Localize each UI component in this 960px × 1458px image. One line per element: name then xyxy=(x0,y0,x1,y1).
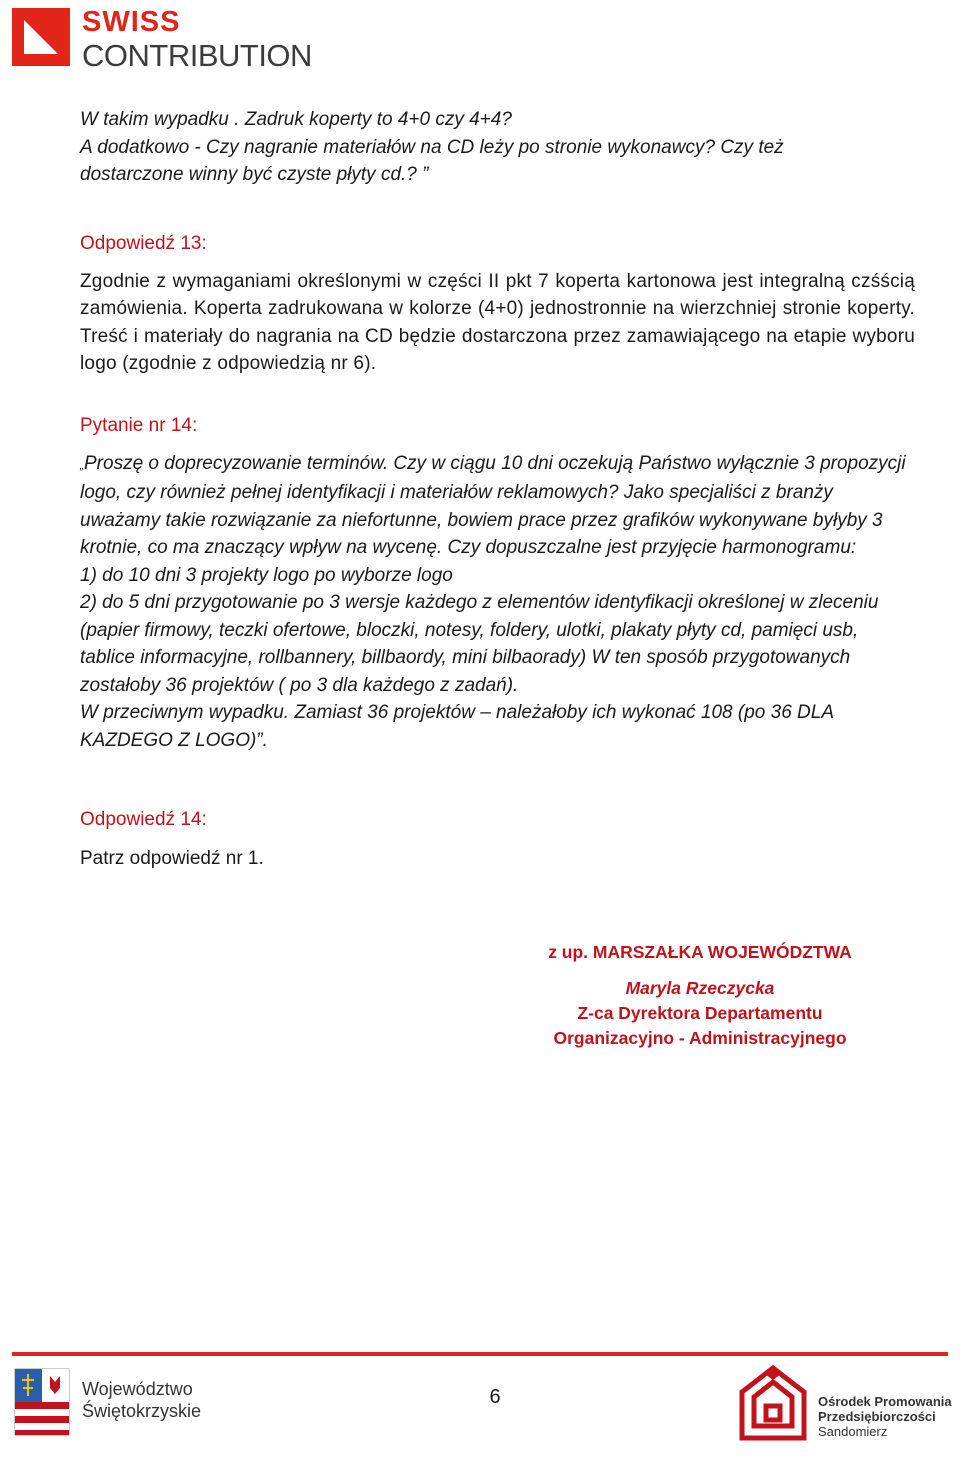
signature-title-1: Z-ca Dyrektora Departamentu xyxy=(577,1003,823,1023)
answer-14-text: Patrz odpowiedź nr 1. xyxy=(80,847,264,869)
question-14-item-2: 2) do 5 dni przygotowanie po 3 wersje każdego z elementów identyfikacji określonej w zleceniu (papier firmowy, teczki ofertowe, bloczki, notesy, foldery, ulotki, plakaty płyty cd, pamięci usb, tablice informacyjne, rollbannery, billbaordy, mini bilbaorady) W ten sposób przygotowanych zostałoby 36 projektów ( po 3 dla każdego z zadań). xyxy=(80,592,879,696)
answer-13-text-b: Treść i materiały do nagrania na CD będzie dostarczona przez zamawiającego na etapie wyboru logo (zgodnie z odpowiedzią nr 6). xyxy=(80,325,915,374)
opp-line-2: Przedsiębiorczości xyxy=(818,1409,936,1424)
answer-13-text xyxy=(80,268,915,378)
opp-line-1: Ośrodek Promowania xyxy=(818,1394,952,1409)
intro-line-1: W takim wypadku . Zadruk koperty to 4+0 czy 4+4? xyxy=(80,109,512,130)
opp-mark-icon xyxy=(738,1364,808,1442)
intro-line-2: A dodatkowo - Czy nagranie materiałów na CD leży po stronie wykonawcy? Czy też xyxy=(80,136,784,158)
answer-13-section xyxy=(80,230,915,378)
wojewodztwo-logo xyxy=(14,1368,264,1438)
intro-line-3: dostarczone winny być czyste płyty cd.? ” xyxy=(80,164,429,185)
signature-authority: z up. MARSZAŁKA WOJEWÓDZTWA xyxy=(548,942,852,962)
signature-name: Maryla Rzeczycka xyxy=(625,978,775,998)
answer-14-section xyxy=(80,806,915,872)
opp-name xyxy=(818,1394,952,1439)
question-14-section xyxy=(80,412,915,754)
answer-13-text-a: Zgodnie z wymaganiami określonymi w części II pkt 7 koperta kartonowa jest integralną czśścią zamówienia. Koperta zadrukowana w kolorze (4+0) jednostronnie na wierzchniej stronie koperty. xyxy=(80,270,915,319)
opp-line-3: Sandomierz xyxy=(818,1424,888,1439)
footer-divider xyxy=(12,1352,948,1356)
question-14-body: Proszę o doprecyzowanie terminów. Czy w ciągu 10 dni oczekują Państwo wyłącznie 3 propozycji logo, czy również pełnej identyfikacji i materiałów reklamowych? Jako specjaliści z branży uważamy takie rozwiązanie za niefortunne, bowiem prace przez grafików wykonywane byłyby 3 krotnie, co ma znaczący wpływ na wycenę. Czy dopuszczalne jest przyjęcie harmonogramu: xyxy=(80,452,906,558)
swiss-flag-icon xyxy=(12,8,70,66)
signature-title-2: Organizacyjno - Administracyjnego xyxy=(553,1028,847,1048)
page-number: 6 xyxy=(489,1386,501,1408)
swiss-contribution-logo xyxy=(12,6,312,73)
question-14-item-3: W przeciwnym wypadku. Zamiast 36 projektów – należałoby ich wykonać 108 (po 36 DLA KAZDEGO Z LOGO)”. xyxy=(80,702,834,751)
opp-logo xyxy=(738,1364,958,1444)
question-14-item-1: 1) do 10 dni 3 projekty logo po wyborze logo xyxy=(80,564,453,586)
logo-word-contribution: CONTRIBUTION xyxy=(82,38,312,73)
quote-mark: „ xyxy=(80,457,84,472)
wojewodztwo-line-2: Świętokrzyskie xyxy=(82,1401,202,1421)
wojewodztwo-name xyxy=(82,1378,201,1422)
logo-word-swiss: SWISS xyxy=(82,6,181,38)
intro-question xyxy=(80,106,915,189)
wojewodztwo-crest-icon xyxy=(14,1368,70,1436)
answer-13-heading: Odpowiedź 13: xyxy=(80,233,207,254)
answer-14-heading: Odpowiedź 14: xyxy=(80,809,207,830)
question-14-heading: Pytanie nr 14: xyxy=(80,415,198,436)
question-14-text xyxy=(80,450,915,562)
wojewodztwo-line-1: Województwo xyxy=(82,1379,193,1399)
